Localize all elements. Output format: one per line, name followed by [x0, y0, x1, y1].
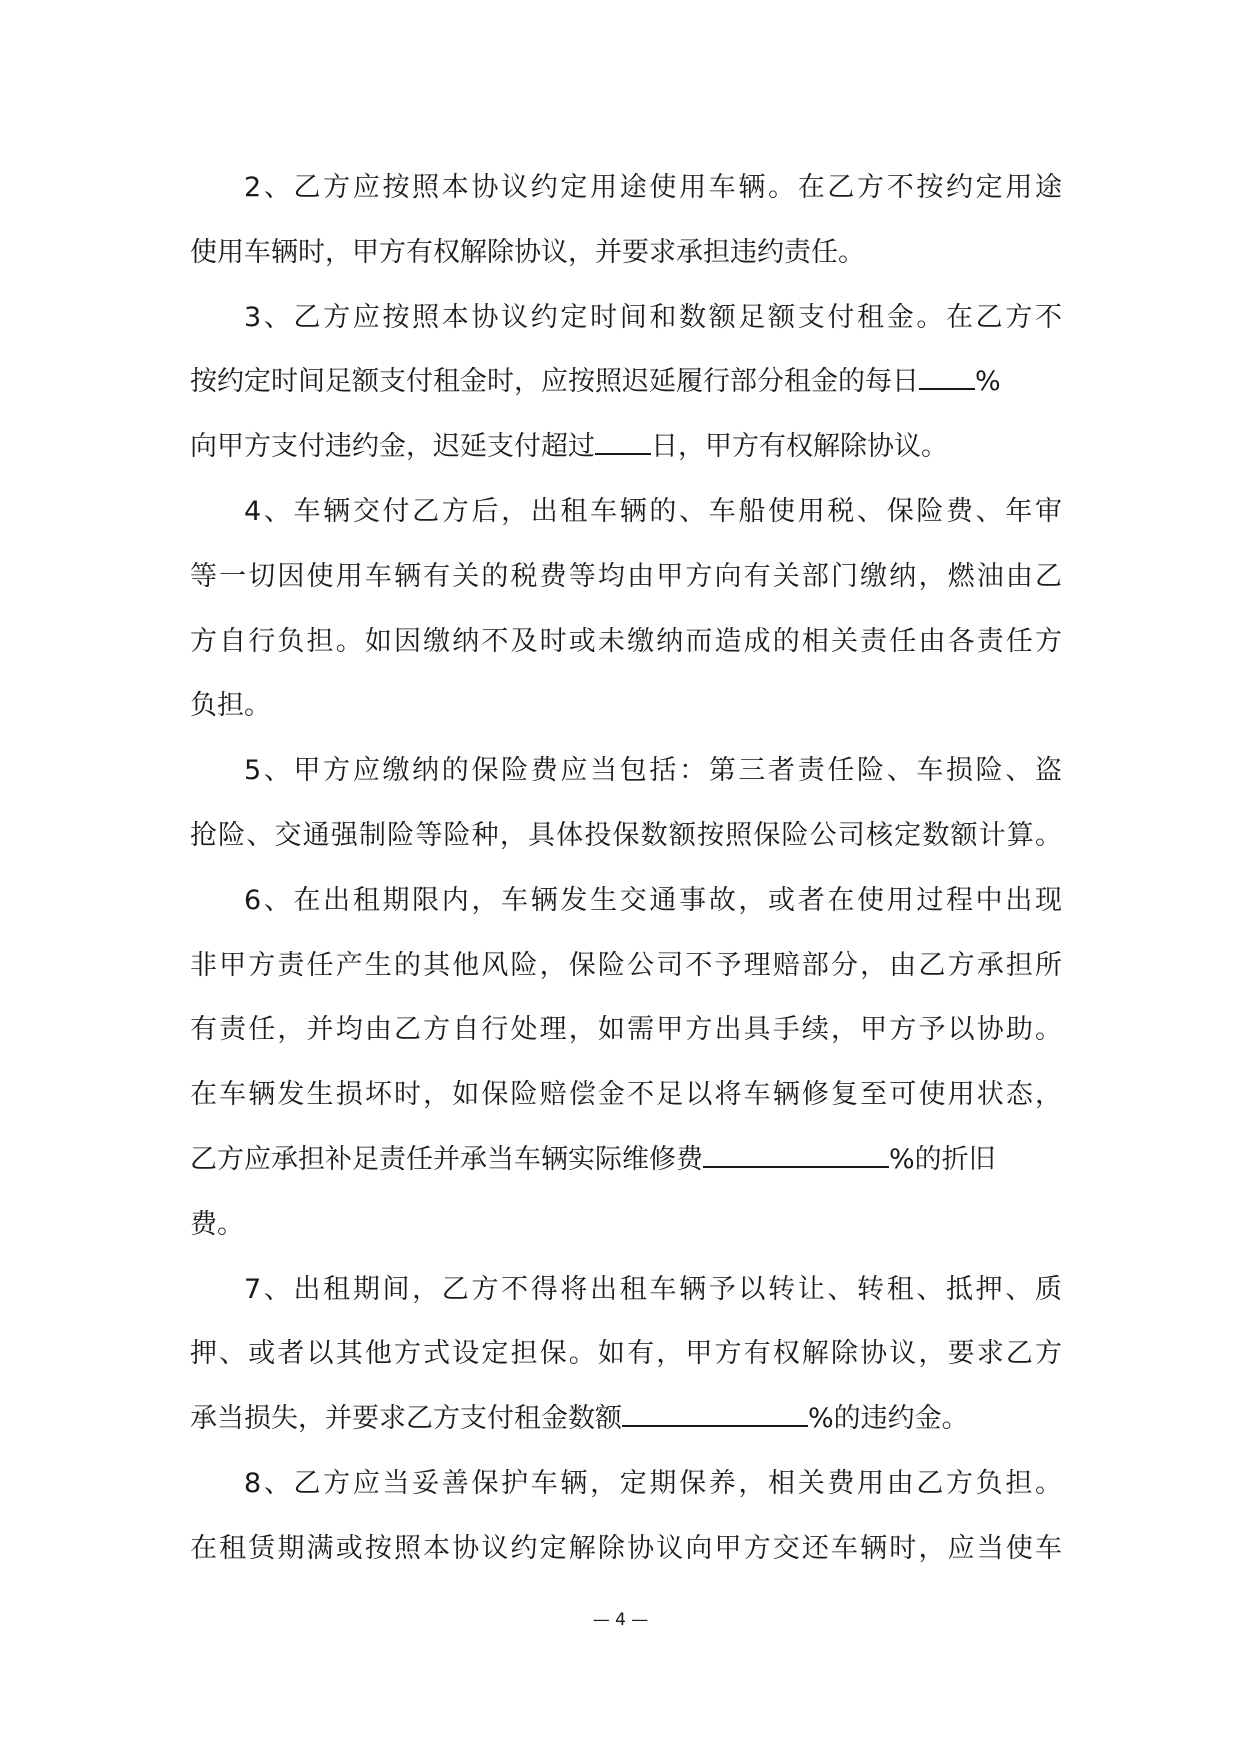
- paragraph-6-line-3: 有责任，并均由乙方自行处理，如需甲方出具手续，甲方予以协助。: [190, 1014, 1062, 1046]
- paragraph-7-line-3-text-a: 承当损失，并要求乙方支付租金数额: [190, 1403, 622, 1435]
- paragraph-4-line-3: 方自行负担。如因缴纳不及时或未缴纳而造成的相关责任由各责任方: [190, 625, 1062, 657]
- paragraph-6-line-1: 6、在出租期限内，车辆发生交通事故，或者在使用过程中出现: [244, 884, 1062, 916]
- paragraph-4-line-1: 4、车辆交付乙方后，出租车辆的、车船使用税、保险费、年审: [244, 495, 1062, 527]
- paragraph-4-line-4: 负担。: [190, 690, 271, 722]
- paragraph-7-line-3-text-b: %的违约金。: [808, 1403, 969, 1435]
- paragraph-5-line-1: 5、甲方应缴纳的保险费应当包括：第三者责任险、车损险、盗: [244, 755, 1062, 787]
- paragraph-6-line-5-text-b: %的折旧: [889, 1143, 996, 1175]
- overdue-days-blank[interactable]: [595, 431, 651, 455]
- paragraph-6-line-5: [190, 1128, 1062, 1193]
- percent-sign: %: [975, 366, 1001, 398]
- paragraph-8-line-2: 在租赁期满或按照本协议约定解除协议向甲方交还车辆时，应当使车: [190, 1532, 1062, 1564]
- penalty-rate-blank[interactable]: [622, 1403, 808, 1427]
- paragraph-7-line-2: 押、或者以其他方式设定担保。如有，甲方有权解除协议，要求乙方: [190, 1338, 1062, 1370]
- paragraph-2-line-2: 使用车辆时，甲方有权解除协议，并要求承担违约责任。: [190, 236, 865, 268]
- paragraph-6-line-5-text-a: 乙方应承担补足责任并承当车辆实际维修费: [190, 1143, 703, 1175]
- paragraph-4-line-2: 等一切因使用车辆有关的税费等均由甲方向有关部门缴纳，燃油由乙: [190, 560, 1062, 592]
- paragraph-3-line-2: [190, 350, 1062, 415]
- document-body: [190, 156, 1062, 1582]
- depreciation-rate-blank[interactable]: [703, 1144, 889, 1168]
- paragraph-5-line-2: 抢险、交通强制险等险种，具体投保数额按照保险公司核定数额计算。: [190, 819, 1062, 851]
- page-number: — 4 —: [592, 1610, 649, 1630]
- paragraph-7-line-1: 7、出租期间，乙方不得将出租车辆予以转让、转租、抵押、质: [244, 1273, 1062, 1305]
- paragraph-6-line-4: 在车辆发生损坏时，如保险赔偿金不足以将车辆修复至可使用状态，: [190, 1079, 1062, 1111]
- daily-rate-blank[interactable]: [919, 366, 975, 390]
- paragraph-3-line-3-text-b: 日，甲方有权解除协议。: [651, 431, 948, 463]
- paragraph-2-line-1: 2、乙方应按照本协议约定用途使用车辆。在乙方不按约定用途: [244, 172, 1062, 203]
- paragraph-3-line-3: [190, 415, 1062, 480]
- paragraph-8-line-1: 8、乙方应当妥善保护车辆，定期保养，相关费用由乙方负担。: [244, 1467, 1062, 1499]
- paragraph-3-line-1: 3、乙方应按照本协议约定时间和数额足额支付租金。在乙方不: [244, 301, 1062, 333]
- paragraph-3-line-3-text-a: 向甲方支付违约金，迟延支付超过: [190, 431, 595, 463]
- paragraph-3-line-2-text: 按约定时间足额支付租金时，应按照迟延履行部分租金的每日: [190, 366, 919, 398]
- paragraph-6-line-2: 非甲方责任产生的其他风险，保险公司不予理赔部分，由乙方承担所: [190, 949, 1062, 981]
- paragraph-7-line-3: [190, 1387, 1062, 1452]
- paragraph-6-line-6: 费。: [190, 1208, 244, 1240]
